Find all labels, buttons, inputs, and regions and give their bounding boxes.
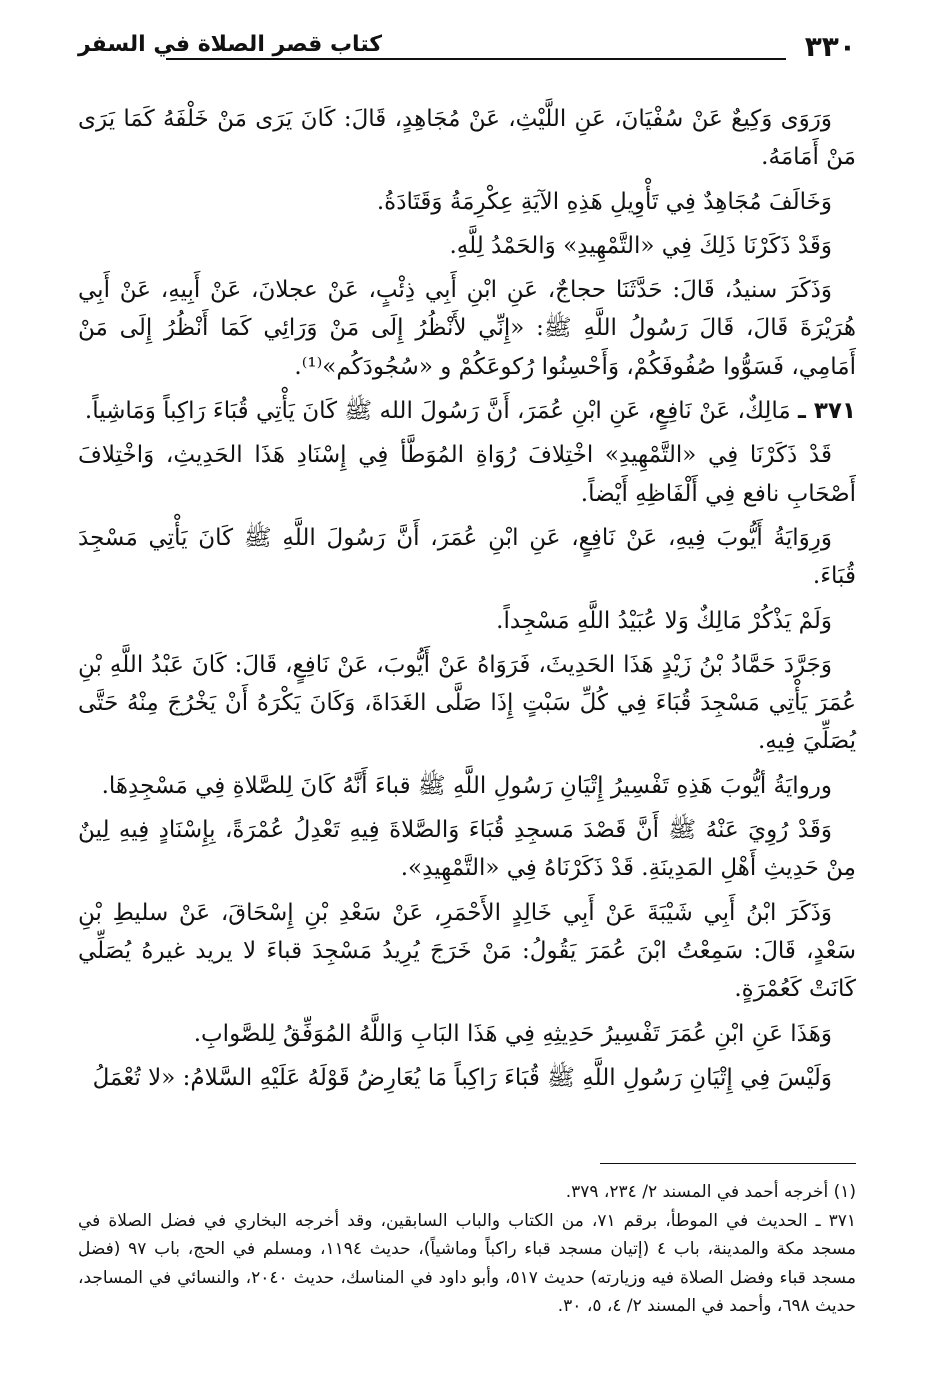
paragraph: وَرِوَايَةُ أَيُّوبَ فِيهِ، عَنْ نَافِعٍ، عَنِ ابْنِ عُمَرَ، أَنَّ رَسُولَ اللَّهِ ﷺ كَانَ يَأْتِي مَسْجِدَ قُبَاءَ. [78,524,856,590]
paragraph: وَرَوَى وَكِيعٌ عَنْ سُفْيَانَ، عَنِ اللَّيْثِ، عَنْ مُجَاهِدٍ، قَالَ: كَانَ يَرَى مَنْ خَلْفَهُ كَمَا يَرَى مَنْ أَمَامَهُ. [78,106,856,171]
paragraph: وَذَكَرَ ابْنُ أَبِي شَيْبَةَ عَنْ أَبِي خَالِدٍ الأَحْمَرِ، عَنْ سَعْدِ بْنِ إِسْحَاقَ، عَنْ سليطِ بْنِ سَعْدٍ، قَالَ: سَمِعْتُ ابْنَ عُمَرَ يَقُولُ: مَنْ خَرَجَ يُرِيدُ مَسْجِدَ قباءَ لا يريد غيرهُ يُصَلِّي كَانَتْ كَعُمْرَةٍ. [78,899,856,1003]
main-text [78,100,856,1103]
hadith-paragraph [78,392,856,430]
paragraph: وَخَالَفَ مُجَاهِدٌ فِي تَأْوِيلِ هَذِهِ الآيَةِ عِكْرِمَةُ وَقَتَادَةُ. [376,188,832,215]
footnote: (١) أخرجه أحمد في المسند ٢/ ٢٣٤، ٣٧٩. [565,1182,856,1202]
running-title: كتاب قصر الصلاة في السفر [78,32,383,57]
paragraph: قَدْ ذَكَرْنَا فِي «التَّمْهِيدِ» اخْتِلافَ رُوَاةِ المُوَطَّأ فِي إِسْنَادِ هَذَا الحَدِيثِ، وَاخْتِلافَ أَصْحَابِ نافع فِي أَلْفَاظِهِ أَيْضاً. [78,442,856,507]
footnotes [78,1178,856,1321]
footnote-rule [600,1163,856,1164]
page-number: ٣٣٠ [804,30,856,63]
paragraph: وَجَرَّدَ حَمَّادُ بْنُ زَيْدٍ هَذَا الحَدِيثَ، فَرَوَاهُ عَنْ أَيُّوبَ، عَنْ نَافِعٍ، قَالَ: كَانَ عَبْدُ اللَّهِ بْنِ عُمَرَ يَأْتِي مَسْجِدَ قُبَاءَ فِي كُلِّ سَبْتٍ إِذَا صَلَّى الغَدَاةَ، وَكَانَ يَكْرَهُ أَنْ يَخْرُجَ مِنْهُ حَتَّى يُصَلِّيَ فِيهِ. [78,651,856,755]
paragraph: وَقَدْ ذَكَرْنَا ذَلِكَ فِي «التَّمْهِيدِ» وَالحَمْدُ لِلَّهِ. [449,232,832,259]
paragraph: وَلَمْ يَذْكُرْ مَالِكٌ وَلا عُبَيْدُ اللَّهِ مَسْجِداً. [496,607,832,634]
hadith-number: ٣٧١ ـ [798,398,856,425]
paragraph: وَهَذَا عَنِ ابْنِ عُمَرَ تَفْسِيرُ حَدِيثِهِ فِي هَذَا البَابِ وَاللَّهُ المُوَفِّقُ لِلصَّوابِ. [193,1020,832,1047]
hadith-text: مَالِكٌ، عَنْ نَافِعٍ، عَنِ ابْنِ عُمَرَ، أَنَّ رَسُولَ الله ﷺ كَانَ يَأْتِي قُبَاءَ رَاكِباً وَمَاشِياً. [84,398,791,425]
header-rule [166,58,786,60]
paragraph: وَذَكَرَ سنيدُ، قَالَ: حَدَّثَنَا حجاجٌ، عَنِ ابْنِ أَبِي ذِئْبٍ، عَنْ عجلانَ، عَنْ أَبِيهِ، عَنْ أَبِي هُرَيْرَةَ قَالَ، قَالَ رَسُولُ اللَّهِ ﷺ: «إِنِّي لأَنْظُرُ إِلَى مَنْ وَرَائِي كَمَا أَنْظُرُ إِلَى مَنْ أَمَامِي، فَسَوُّوا صُفُوفَكُمْ، وَأَحْسِنُوا رُكوعَكُمْ و «سُجُودَكُم»⁽¹⁾. [78,277,856,380]
footnote: ٣٧١ ـ الحديث في الموطأ، برقم ٧١، من الكتاب والباب السابقين، وقد أخرجه البخاري في فضل الصلاة في مسجد مكة والمدينة، باب ٤ (إتيان مسجد قباء راكباً وماشياً)، حديث ١١٩٤، ومسلم في الحج، باب ٩٧ (فضل مسجد قباء وفضل الصلاة فيه وزيارته) حديث ٥١٧، وأبو داود في المناسك، حديث ٢٠٤٠، والنسائي في المساجد، حديث ٦٩٨، وأحمد في المسند ٢/ ٤، ٥، ٣٠. [78,1210,857,1316]
paragraph: وَقَدْ رُوِيَ عَنْهُ ﷺ أَنَّ قَصْدَ مَسجِدِ قُبَاءَ وَالصَّلاةَ فِيهِ تَعْدِلُ عُمْرَةً، بِإِسْنَادٍ فِيهِ لِينٌ مِنْ حَدِيثِ أَهْلِ المَدِينَةِ. قَدْ ذَكَرْنَاهُ فِي «التَّمْهِيدِ». [78,817,856,882]
paragraph: وَلَيْسَ فِي إِتْيَانِ رَسُولِ اللَّهِ ﷺ قُبَاءَ رَاكِباً مَا يُعَارِضُ قَوْلَهُ عَلَيْهِ السَّلامُ: «لا تُعْمَلُ [92,1064,832,1091]
paragraph: وروايَةُ أيُّوبَ هَذِهِ تَفْسِيرُ إِتْيَانِ رَسُولِ اللَّهِ ﷺ قباءَ أَنَّهُ كَانَ لِلصَّلاةِ فِي مَسْجِدِهَا. [101,772,832,799]
page-header [78,30,856,68]
